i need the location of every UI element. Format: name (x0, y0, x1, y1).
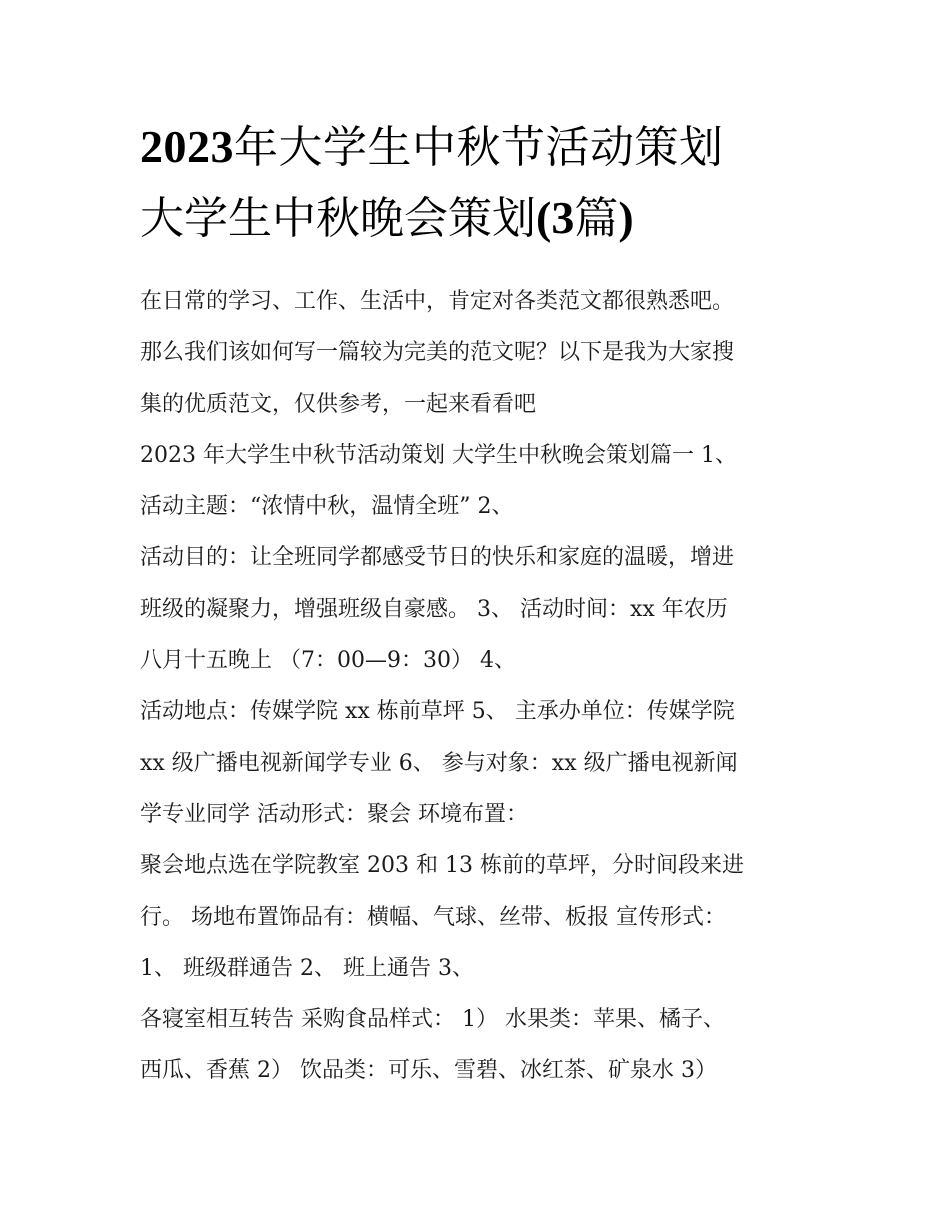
body-line: 活动目的：让全班同学都感受节日的快乐和家庭的温暖，增进 (140, 545, 735, 571)
body-line: 班级的凝聚力，增强班级自豪感。 3、 活动时间：xx 年农历 (140, 596, 728, 622)
body-line: 学专业同学 活动形式：聚会 环境布置： (140, 801, 528, 827)
body-line: xx 级广播电视新闻学专业 6、 参与对象：xx 级广播电视新闻 (140, 750, 738, 776)
body-line: 那么我们该如何写一篇较为完美的范文呢？以下是我为大家搜 (140, 340, 735, 366)
body-line: 聚会地点选在学院教室 203 和 13 栋前的草坪，分时间段来进 (140, 853, 744, 879)
title-count-unit: 篇 (574, 193, 619, 244)
body-line: 八月十五晚上 （7：00—9：30） 4、 (140, 648, 516, 674)
document-body (140, 276, 820, 1097)
body-line: 西瓜、香蕉 2） 饮品类：可乐、雪碧、冰红茶、矿泉水 3） (140, 1058, 717, 1084)
body-line: 在日常的学习、工作、生活中，肯定对各类范文都很熟悉吧。 (140, 289, 735, 314)
body-line: 集的优质范文，仅供参考，一起来看看吧 (140, 391, 537, 417)
document-title (140, 112, 840, 254)
body-line: 活动地点：传媒学院 xx 栋前草坪 5、 主承办单位：传媒学院 (140, 699, 735, 725)
body-line: 活动主题：“浓情中秋，温情全班” 2、 (140, 494, 514, 520)
title-line-1-text: 年大学生中秋节活动策划 (234, 122, 724, 173)
title-year: 2023 (140, 121, 234, 172)
title-line-2-text: 大学生中秋晚会策划 (140, 193, 536, 244)
title-count: (3 (536, 192, 575, 243)
body-line: 行。 场地布置饰品有：横幅、气球、丝带、板报 宣传形式： (140, 904, 726, 930)
title-line-2 (140, 183, 840, 254)
body-line: 2023 年大学生中秋节活动策划 大学生中秋晚会策划篇一 1、 (140, 442, 737, 468)
body-line: 各寝室相互转告 采购食品样式： 1） 水果类：苹果、橘子、 (140, 1007, 725, 1033)
title-line-1 (140, 112, 840, 183)
body-line: 1、 班级群通告 2、 班上通告 3、 (140, 955, 474, 981)
title-close-paren: ) (618, 192, 634, 243)
